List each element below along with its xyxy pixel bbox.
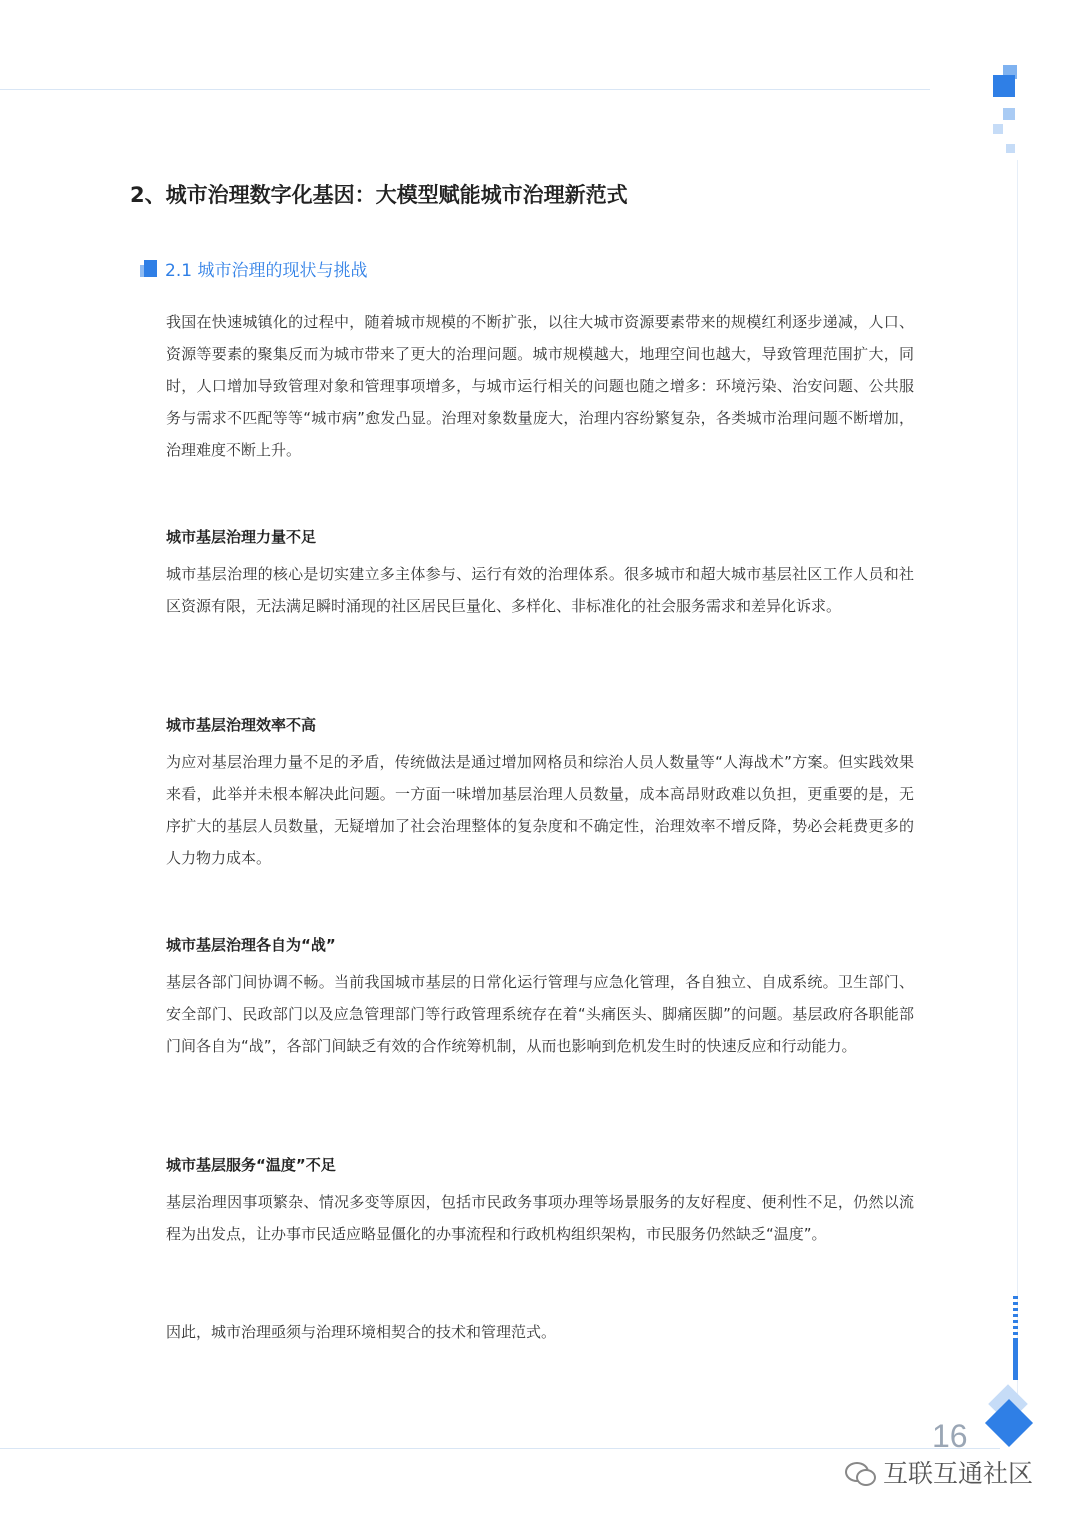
decor-square — [993, 124, 1003, 134]
decor-square — [1006, 144, 1015, 153]
right-rule — [1017, 160, 1018, 1400]
conclusion-paragraph: 因此，城市治理亟须与治理环境相契合的技术和管理范式。 — [166, 1323, 557, 1341]
paragraph-fragmented: 基层各部门间协调不畅。当前我国城市基层的日常化运行管理与应急化管理，各自独立、自成系统。卫生部门、安全部门、民政部门以及应急管理部门等行政管理系统存在着“头痛医头、脚痛医脚”的问题。基层政府各职能部门间各自为“战”，各部门间缺乏有效的合作统筹机制，从而也影响到危机发生时的快速反应和行动能力。 — [166, 973, 914, 1055]
decor-square — [1003, 108, 1015, 120]
subsection-header — [140, 256, 367, 281]
paragraph-service-warmth: 基层治理因事项繁杂、情况多变等原因，包括市民政务事项办理等场景服务的友好程度、便利性不足，仍然以流程为出发点，让办事市民适应略显僵化的办事流程和行政机构组织架构，市民服务仍然缺乏“温度”。 — [166, 1193, 914, 1243]
brand-watermark — [845, 1454, 1033, 1490]
top-rule — [0, 89, 930, 90]
decor-square — [993, 75, 1015, 97]
intro-paragraph: 我国在快速城镇化的过程中，随着城市规模的不断扩张，以往大城市资源要素带来的规模红利逐步递减，人口、资源等要素的聚集反而为城市带来了更大的治理问题。城市规模越大，地理空间也越大，导致管理范围扩大，同时，人口增加导致管理对象和管理事项增多，与城市运行相关的问题也随之增多：环境污染、治安问题、公共服务与需求不匹配等等“城市病”愈发凸显。治理对象数量庞大，治理内容纷繁复杂，各类城市治理问题不断增加，治理难度不断上升。 — [166, 313, 914, 459]
decor-bar — [1013, 1340, 1018, 1380]
heading-fragmented: 城市基层治理各自为“战” — [166, 936, 336, 954]
wechat-icon — [845, 1460, 875, 1484]
subsection-title: 2.1 城市治理的现状与挑战 — [165, 261, 368, 281]
page-number: 16 — [932, 1418, 968, 1454]
bottom-rule — [0, 1448, 1000, 1449]
heading-insufficient-power: 城市基层治理力量不足 — [166, 528, 317, 546]
bookmark-icon — [140, 260, 157, 277]
heading-low-efficiency: 城市基层治理效率不高 — [166, 716, 317, 734]
paragraph-low-efficiency: 为应对基层治理力量不足的矛盾，传统做法是通过增加网格员和综治人员人数量等“人海战术”方案。但实践效果来看，此举并未根本解决此问题。一方面一味增加基层治理人员数量，成本高昂财政难以负担，更重要的是，无序扩大的基层人员数量，无疑增加了社会治理整体的复杂度和不确定性，治理效率不增反降，势必会耗费更多的人力物力成本。 — [166, 753, 914, 867]
section-title: 2、城市治理数字化基因：大模型赋能城市治理新范式 — [130, 183, 628, 207]
brand-name: 互联互通社区 — [883, 1459, 1034, 1488]
heading-service-warmth: 城市基层服务“温度”不足 — [166, 1156, 336, 1174]
paragraph-insufficient-power: 城市基层治理的核心是切实建立多主体参与、运行有效的治理体系。很多城市和超大城市基层社区工作人员和社区资源有限，无法满足瞬时涌现的社区居民巨量化、多样化、非标准化的社会服务需求和差异化诉求。 — [166, 565, 914, 615]
